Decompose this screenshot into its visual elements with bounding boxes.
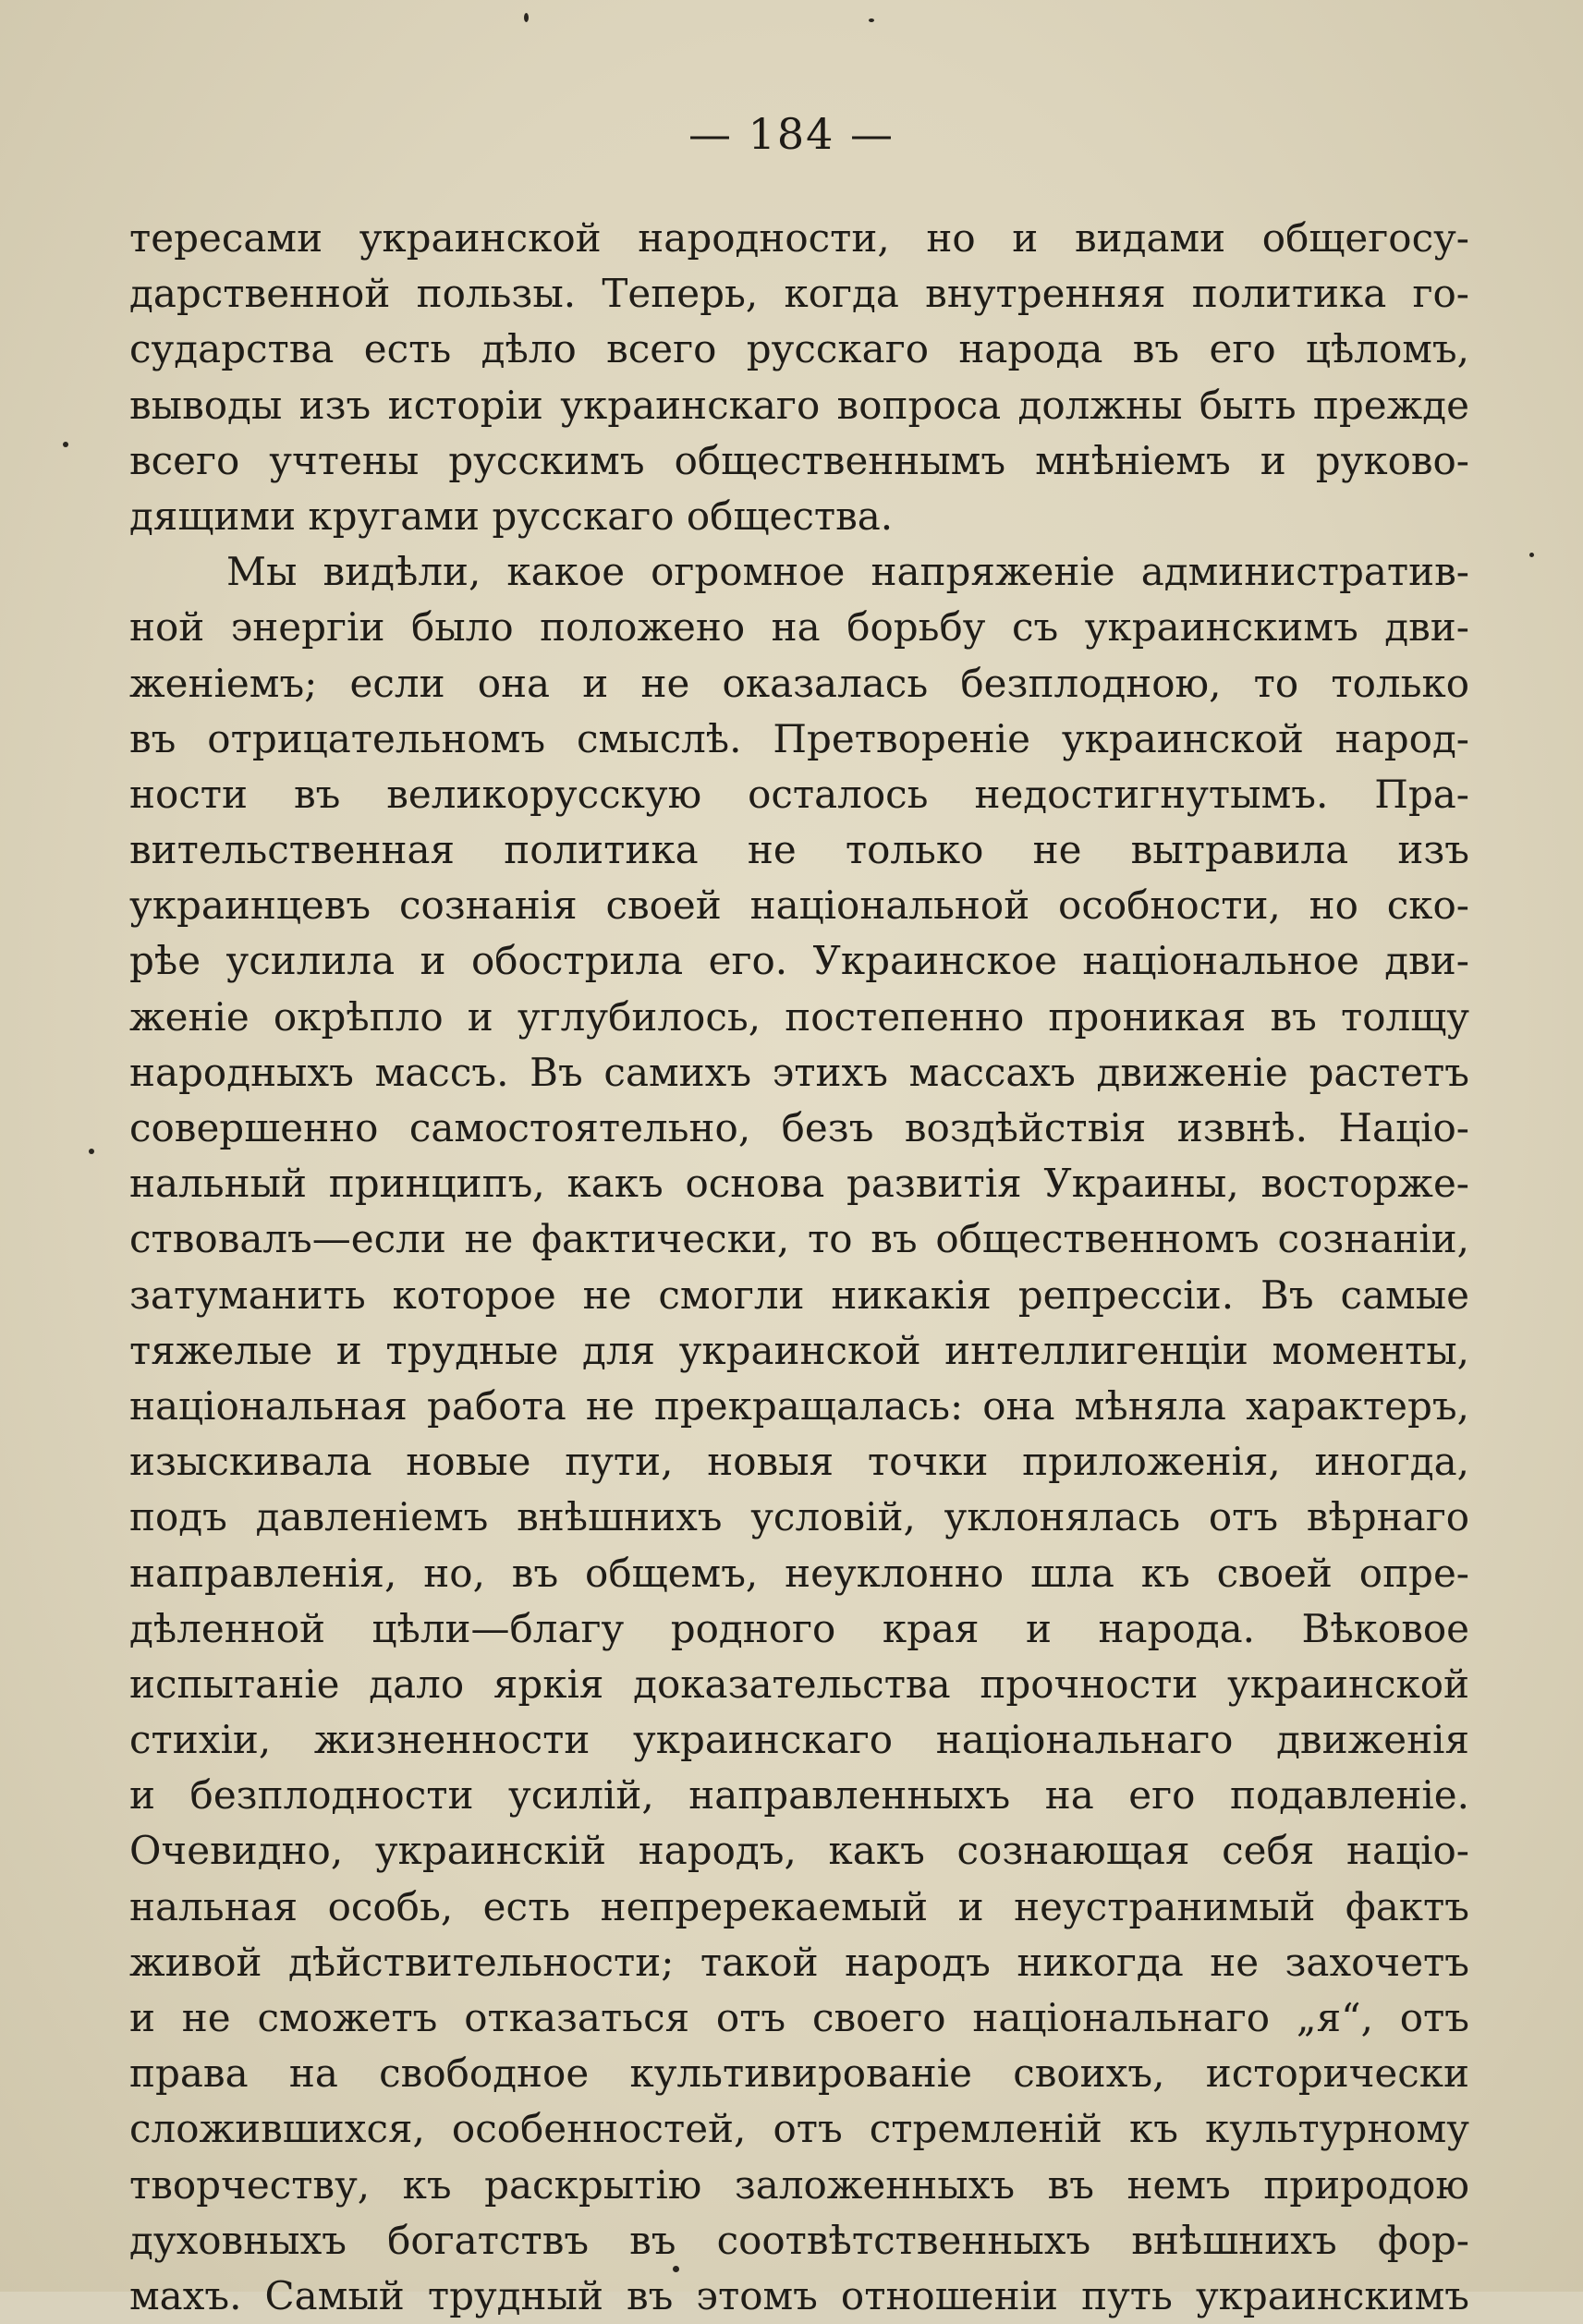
text-line: Очевидно, украинскій народъ, какъ сознающая себя націо-: [129, 1828, 1469, 1874]
ink-speck: [63, 442, 68, 447]
text-line: Мы видѣли, какое огромное напряженіе административ-: [226, 549, 1469, 595]
text-line: совершенно самостоятельно, безъ воздѣйствія извнѣ. Націо-: [129, 1105, 1469, 1150]
text-line: вительственная политика не только не вытравила изъ: [129, 827, 1469, 873]
text-line: тересами украинской народности, но и видами общегосу-: [129, 215, 1469, 261]
ink-speck: [89, 1149, 94, 1154]
text-line: затуманить которое не смогли никакія репрессіи. Въ самые: [129, 1272, 1469, 1318]
ink-speck: [524, 13, 529, 22]
text-line: ствовалъ—если не фактически, то въ общественномъ сознаніи,: [129, 1216, 1469, 1262]
text-line: творчеству, къ раскрытію заложенныхъ въ немъ природою: [129, 2161, 1469, 2208]
text-line: и безплодности усилій, направленныхъ на его подавленіе.: [129, 1772, 1469, 1819]
text-line: женіе окрѣпло и углубилось, постепенно проникая въ толщу: [129, 993, 1469, 1040]
text-line: махъ. Самый трудный въ этомъ отношеніи путь украинскимъ: [129, 2272, 1469, 2318]
text-line: подъ давленіемъ внѣшнихъ условій, уклонялась отъ вѣрнаго: [129, 1494, 1469, 1540]
text-line: дѣленной цѣли—благу родного края и народа. Вѣковое: [129, 1605, 1469, 1651]
text-line: и не сможетъ отказаться отъ своего національнаго „я“, отъ: [129, 1995, 1469, 2040]
text-line: женіемъ; если она и не оказалась безплодною, то только: [129, 660, 1469, 706]
text-line: испытаніе дало яркія доказательства прочности украинской: [129, 1661, 1469, 1707]
text-line: духовныхъ богатствъ въ соотвѣтственныхъ внѣшнихъ фор-: [129, 2217, 1469, 2263]
text-line: народныхъ массъ. Въ самихъ этихъ массахъ движеніе растетъ: [129, 1049, 1469, 1095]
page-number: — 184 —: [688, 109, 895, 159]
text-line: ности въ великорусскую осталось недостигнутымъ. Пра-: [129, 771, 1469, 817]
text-line: дарственной пользы. Теперь, когда внутренняя политика го-: [129, 271, 1469, 317]
text-line: нальная особь, есть непререкаемый и неустранимый фактъ: [129, 1883, 1469, 1929]
ink-speck: [869, 18, 874, 22]
text-line: сложившихся, особенностей, отъ стремленій къ культурному: [129, 2106, 1469, 2152]
text-line: всего учтены русскимъ общественнымъ мнѣніемъ и руково-: [129, 437, 1469, 483]
text-line: сударства есть дѣло всего русскаго народа въ его цѣломъ,: [129, 326, 1469, 372]
text-line: изыскивала новые пути, новыя точки приложенія, иногда,: [129, 1439, 1469, 1485]
text-line: въ отрицательномъ смыслѣ. Претвореніе украинской народ-: [129, 715, 1469, 761]
text-line: ной энергіи было положено на борьбу съ украинскимъ дви-: [129, 604, 1469, 651]
text-line: тяжелые и трудные для украинской интеллигенціи моменты,: [129, 1327, 1469, 1373]
ink-speck: [1529, 553, 1534, 557]
text-line: рѣе усилила и обострила его. Украинское національное дви-: [129, 938, 1469, 984]
text-line: права на свободное культивированіе своихъ, исторически: [129, 2050, 1469, 2097]
body-text: [129, 211, 1469, 2324]
text-line: живой дѣйствительности; такой народъ никогда не захочетъ: [129, 1939, 1469, 1985]
text-line: національная работа не прекращалась: она мѣняла характеръ,: [129, 1382, 1469, 1429]
text-line: выводы изъ исторіи украинскаго вопроса должны быть прежде: [129, 382, 1469, 428]
text-line: стихіи, жизненности украинскаго національнаго движенія: [129, 1717, 1469, 1763]
text-line: украинцевъ сознанія своей національной особности, но ско-: [129, 882, 1469, 929]
text-line: нальный принципъ, какъ основа развитія Украины, восторже-: [129, 1161, 1469, 1207]
text-line: направленія, но, въ общемъ, неуклонно шла къ своей опре-: [129, 1550, 1469, 1596]
text-line: дящими кругами русскаго общества.: [129, 493, 894, 539]
